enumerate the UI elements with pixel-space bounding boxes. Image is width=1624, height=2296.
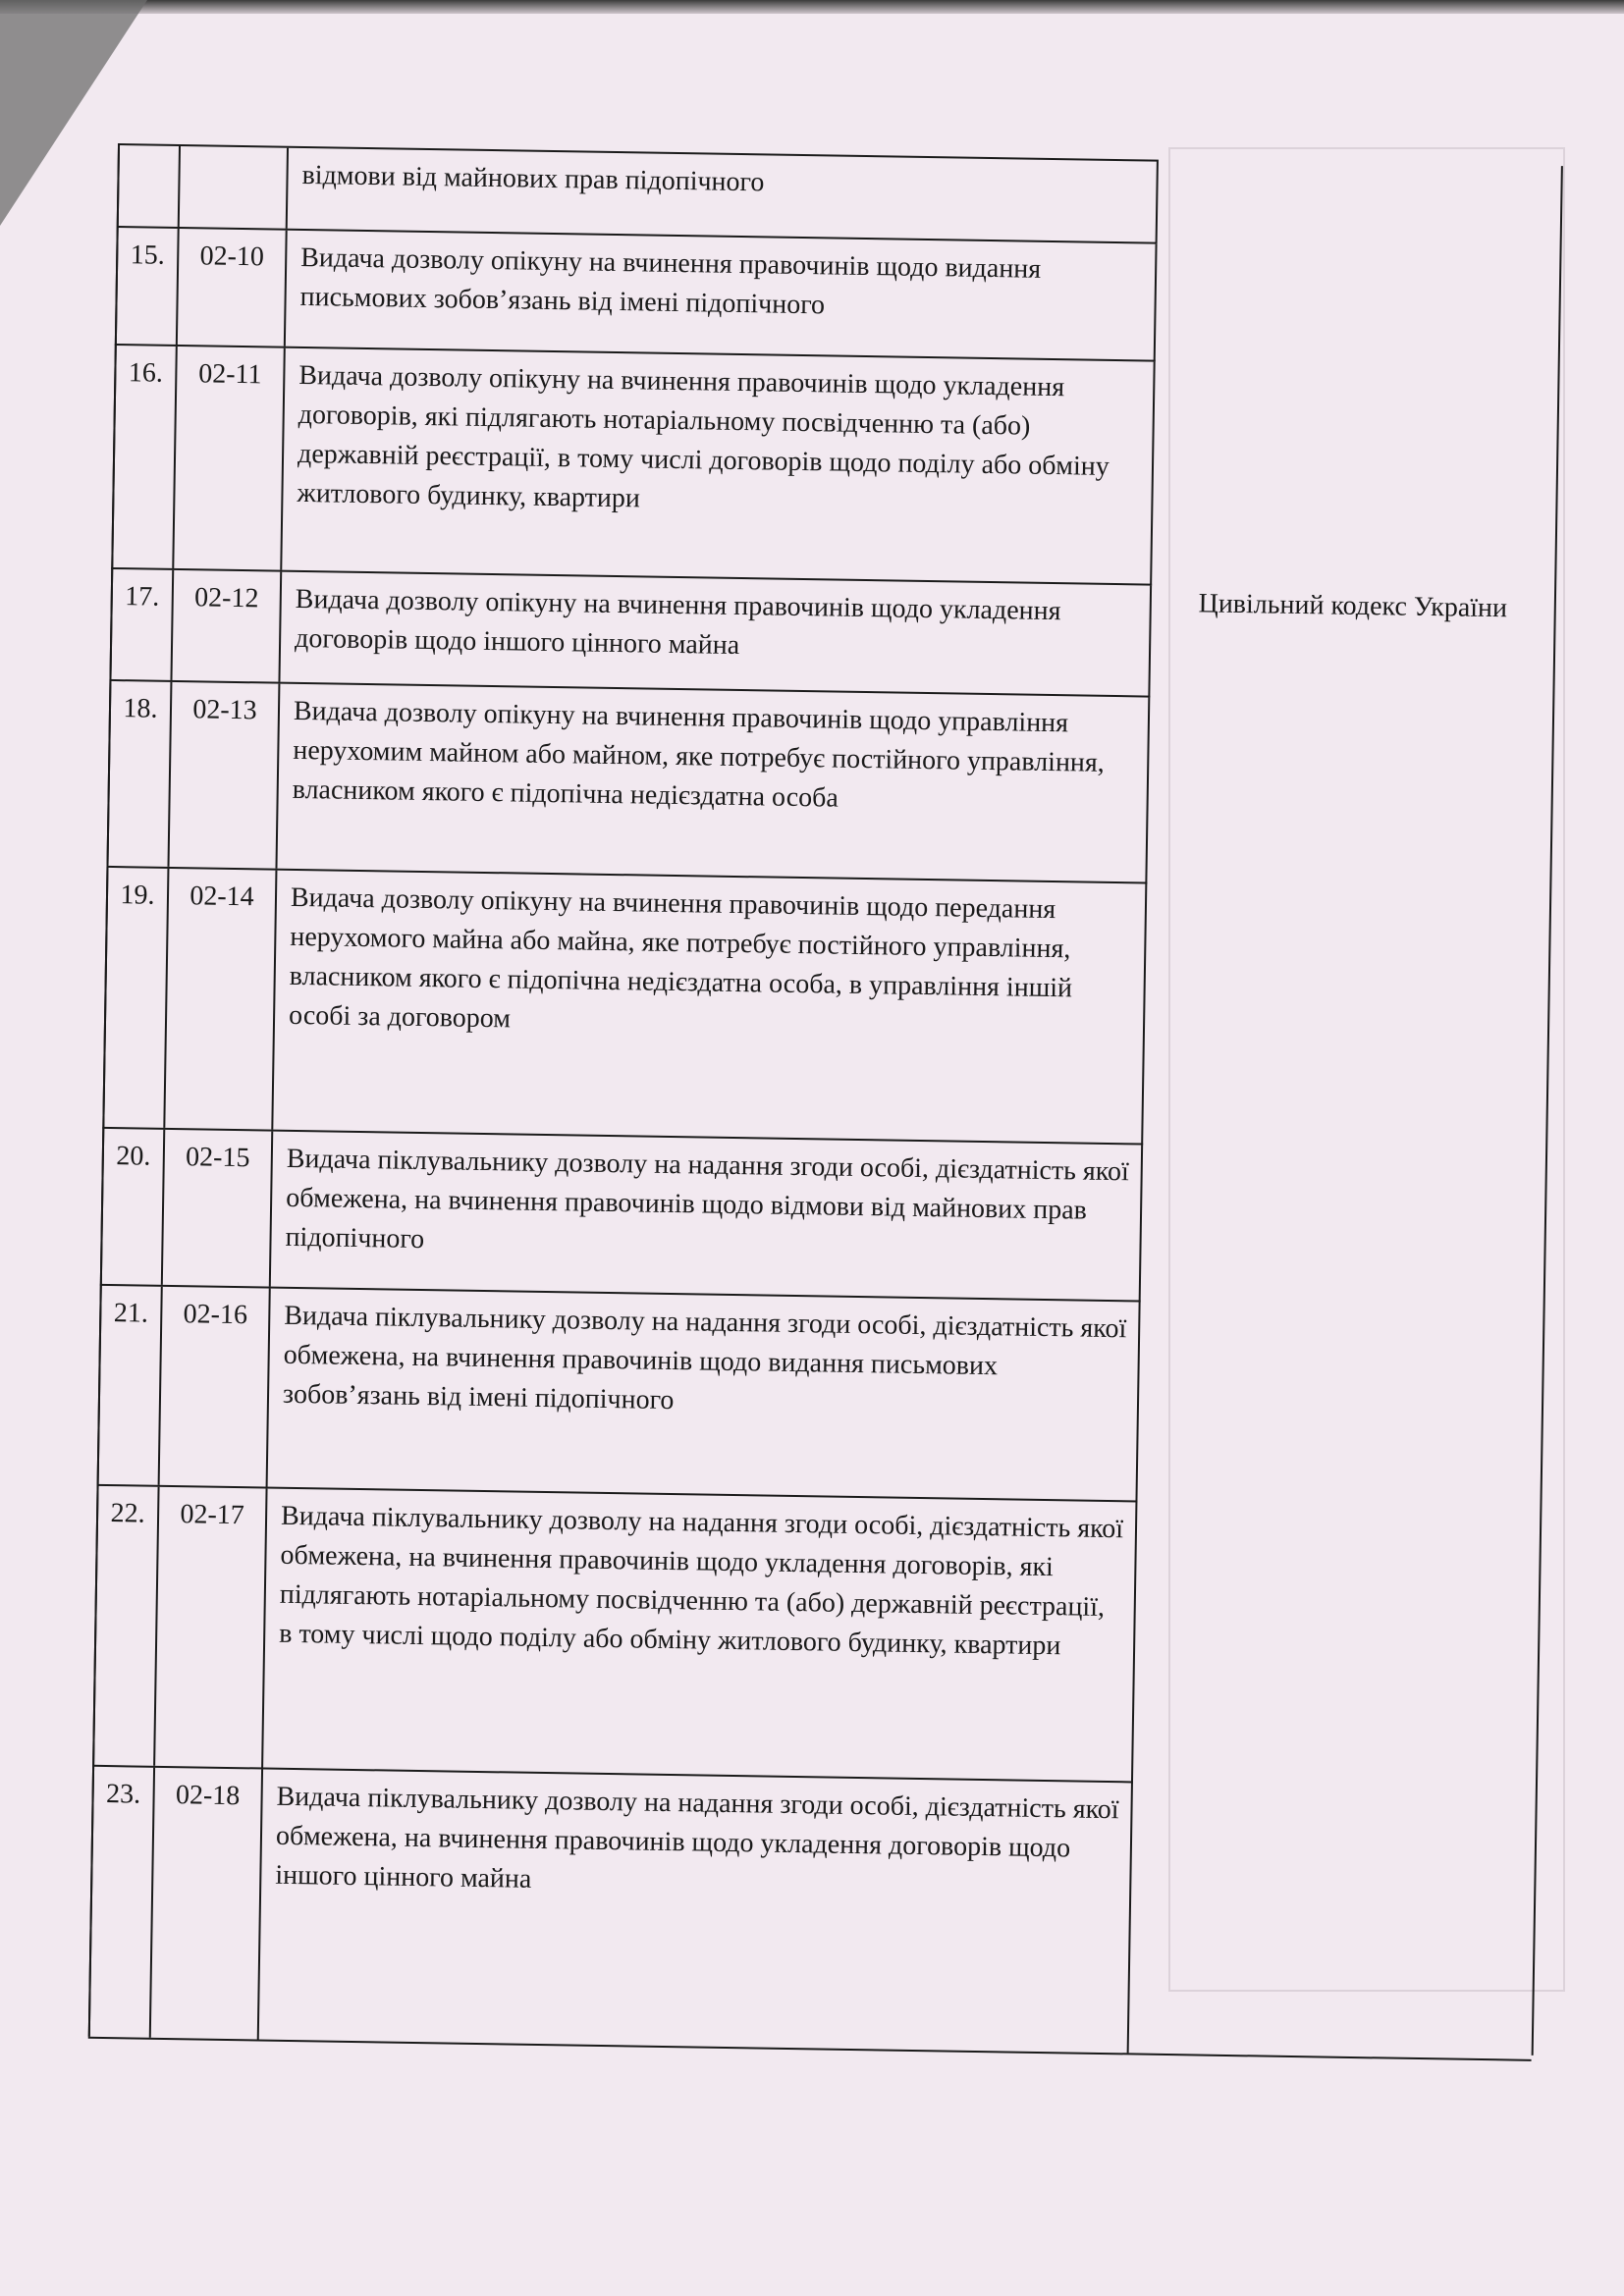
row-text: Видача піклувальнику дозволу на надання згоди особі, дієздатність якої обмежена, на вчинення правочинів щодо укладення договорів, які підлягають нотаріальному посвідченню та (або) державній реєстрації, в тому числі щодо поділу або обміну житлового будинку, квартири: [278, 1500, 1124, 1662]
row-text: Видача дозволу опікуну на вчинення правочинів щодо передання нерухомого майна або майна, яке потребує постійного управління, власником якого є підопічна недієздатна особа, в управління іншій особі за договором: [288, 881, 1073, 1035]
row-number: 17.: [111, 569, 174, 680]
table-row: [102, 868, 1147, 1146]
row-number: 22.: [94, 1486, 159, 1766]
scan-top-edge: [0, 0, 1624, 14]
row-code: 02-17: [155, 1487, 267, 1768]
row-text: Видача дозволу опікуну на вчинення правочинів щодо укладення договорів щодо іншого цінного майна: [294, 583, 1061, 662]
table-row: [115, 228, 1158, 362]
row-text: Видача дозволу опікуну на вчинення правочинів щодо видання письмових зобов’язань від імені підопічного: [299, 241, 1042, 321]
row-number: 21.: [99, 1286, 163, 1485]
row-number: 18.: [109, 681, 173, 867]
continued-text: відмови від майнових прав підопічного: [301, 159, 765, 198]
table-row: [111, 346, 1155, 586]
row-code: 02-18: [151, 1768, 263, 2040]
row-code: 02-11: [174, 347, 286, 570]
row-code: 02-12: [172, 570, 282, 682]
row-number: 16.: [113, 346, 178, 568]
row-number: 20.: [102, 1129, 165, 1285]
table-row: [100, 1129, 1143, 1303]
table-row: [109, 569, 1152, 698]
row-text: Видача піклувальнику дозволу на надання згоди особі, дієздатність якої обмежена, на вчинення правочинів щодо видання письмових зобов’язань від імені підопічного: [282, 1300, 1127, 1416]
services-table: [88, 147, 1561, 2059]
row-number: 23.: [90, 1767, 155, 2038]
table-row: [106, 681, 1150, 884]
table-row: [97, 1286, 1141, 1503]
row-text: Видача дозволу опікуну на вчинення правочинів щодо укладення договорів, які підлягають нотаріальному посвідченню та (або) державній реєстрації, в тому числі договорів щодо поділу або обміну житлового будинку, квартири: [297, 359, 1110, 514]
row-code: 02-10: [178, 229, 288, 347]
row-number: 19.: [104, 868, 169, 1128]
row-number: 15.: [117, 228, 180, 345]
row-text: Видача дозволу опікуну на вчинення правочинів щодо управління нерухомим майном або майном, яке потребує постійного управління, власником якого є підопічна недієздатна особа: [292, 695, 1106, 814]
row-code: 02-14: [165, 869, 277, 1130]
row-code: 02-13: [169, 682, 280, 869]
row-code: 02-16: [160, 1287, 271, 1487]
table-row: [88, 1767, 1133, 2054]
row-code: 02-15: [163, 1130, 273, 1287]
row-text: Видача піклувальнику дозволу на надання згоди особі, дієздатність якої обмежена, на вчинення правочинів щодо укладення договорів щодо іншого цінного майна: [275, 1781, 1119, 1895]
row-text: Видача піклувальнику дозволу на надання згоди особі, дієздатність якої обмежена, на вчинення правочинів щодо відмови від майнових прав підопічного: [285, 1143, 1130, 1255]
table-row: [92, 1486, 1137, 1784]
legal-basis-text: Цивільний кодекс України: [1198, 588, 1508, 624]
table-row-continued: [117, 143, 1159, 244]
legal-basis-column: [1129, 160, 1563, 2056]
